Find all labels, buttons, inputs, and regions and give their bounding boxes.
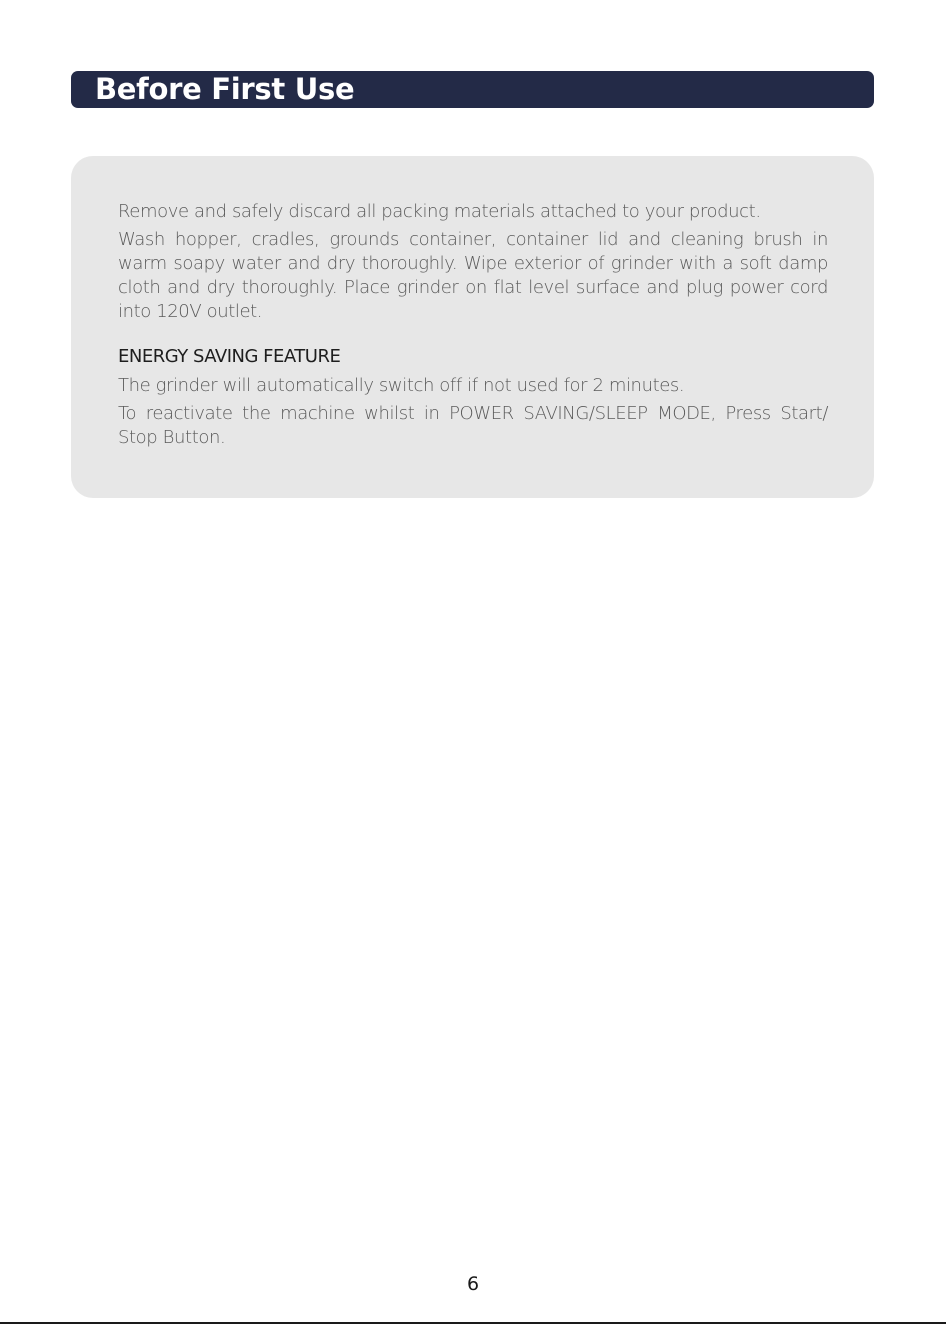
page-number: 6 [466, 1273, 480, 1295]
paragraph-auto-off: The grinder will automatically switch off if not used for 2 minutes. [118, 375, 685, 396]
section-title-bar [71, 71, 874, 108]
paragraph-reactivate: To reactivate the machine whilst in POWER SAVING/SLEEP MODE, Press Start/ Stop Button. [118, 403, 828, 448]
info-panel [71, 156, 874, 498]
info-panel-content [118, 200, 828, 450]
paragraph-remove-packing: Remove and safely discard all packing materials attached to your product. [118, 201, 761, 222]
section-title: Before First Use [95, 72, 355, 106]
energy-saving-heading: ENERGY SAVING FEATURE [118, 346, 341, 367]
paragraph-wash-instructions: Wash hopper, cradles, grounds container, container lid and cleaning brush in warm soapy water and dry thoroughly. Wipe exterior of grinder with a soft damp cloth and dry thoroughly. Place grinder on flat level surface and plug power cord into 120V outlet. [118, 229, 828, 322]
